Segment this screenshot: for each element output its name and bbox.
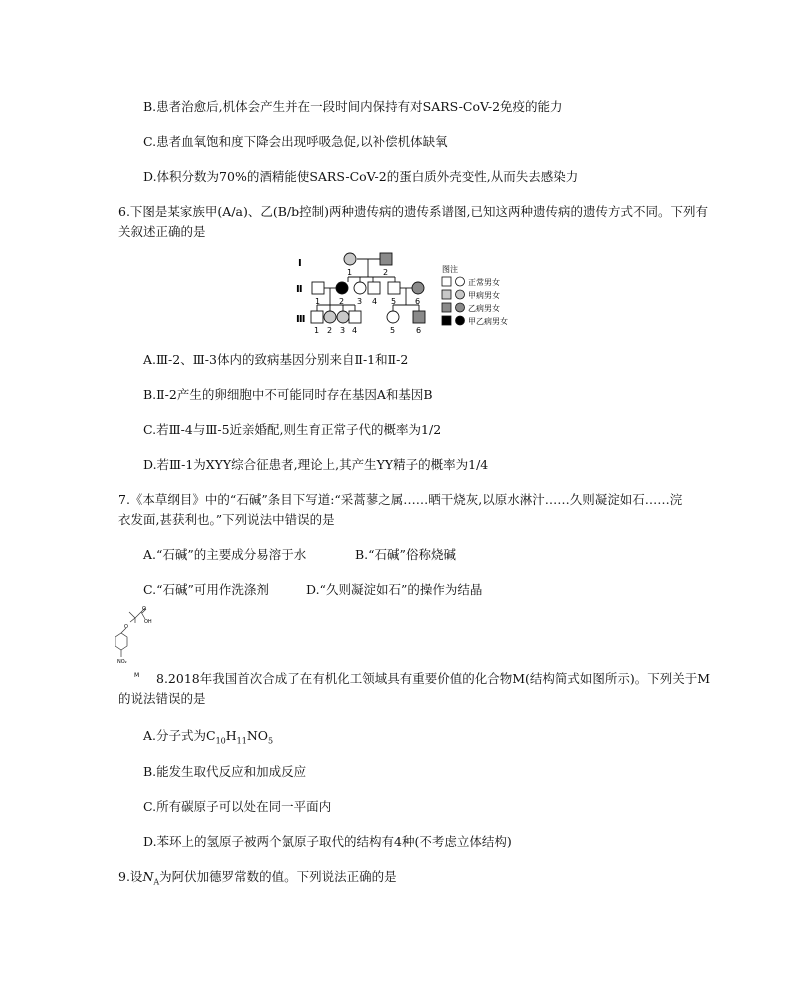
- svg-text:2: 2: [383, 268, 389, 277]
- q6-option-a: A.Ⅲ-2、Ⅲ-3体内的致病基因分别来自Ⅱ-1和Ⅱ-2: [143, 352, 409, 367]
- svg-text:3: 3: [357, 297, 363, 306]
- svg-text:1: 1: [314, 326, 320, 335]
- compound-m-structure: [115, 606, 161, 686]
- q8-option-c: C.所有碳原子可以处在同一平面内: [143, 799, 332, 814]
- q7-option-a: A.“石碱”的主要成分易溶于水: [143, 547, 307, 562]
- q6-stem-line2: 关叙述正确的是: [118, 224, 206, 239]
- legend-yi: [442, 303, 465, 312]
- q8-option-a: A.分子式为$C_{10}H_{11}NO_5$: [143, 728, 274, 746]
- svg-text:NO₂: NO₂: [117, 659, 127, 665]
- svg-text:O: O: [124, 624, 128, 630]
- svg-text:1: 1: [315, 297, 321, 306]
- legend-both: [442, 316, 465, 325]
- q6-option-d: D.若Ⅲ-1为XYY综合征患者,理论上,其产生YY精子的概率为1/4: [143, 457, 489, 472]
- pedigree-iii2-female: [324, 311, 336, 323]
- svg-text:5: 5: [391, 297, 397, 306]
- q5-option-c: C.患者血氧饱和度下降会出现呼吸急促,以补偿机体缺氧: [143, 134, 448, 149]
- svg-text:2: 2: [339, 297, 345, 306]
- svg-text:甲乙病男女: 甲乙病男女: [468, 317, 508, 326]
- legend-normal: [442, 277, 465, 286]
- q7-option-b: B.“石碱”俗称烧碱: [355, 547, 456, 562]
- svg-text:1: 1: [347, 268, 353, 277]
- q8-stem-line2: 的说法错误的是: [118, 691, 206, 706]
- q6-option-c: C.若Ⅲ-4与Ⅲ-5近亲婚配,则生育正常子代的概率为1/2: [143, 422, 442, 437]
- svg-text:正常男女: 正常男女: [468, 278, 500, 287]
- q6-option-b: B.Ⅱ-2产生的卵细胞中不可能同时存在基因A和基因B: [143, 387, 433, 402]
- svg-text:5: 5: [390, 326, 396, 335]
- svg-text:4: 4: [372, 297, 378, 306]
- pedigree-ii4-male: [368, 282, 380, 294]
- svg-text:6: 6: [416, 326, 422, 335]
- pedigree-iii5-female: [387, 311, 399, 323]
- svg-text:乙病男女: 乙病男女: [468, 304, 500, 313]
- svg-text:6: 6: [415, 297, 421, 306]
- gen-label-2: Ⅱ: [296, 284, 303, 295]
- q8-option-b: B.能发生取代反应和加成反应: [143, 764, 307, 779]
- svg-text:2: 2: [327, 326, 333, 335]
- q7-stem-line1: 7.《本草纲目》中的“石碱”条目下写道:“采蒿蓼之属……晒干烧灰,以原水淋汁……久则凝淀如石……浣: [118, 492, 683, 507]
- svg-text:4: 4: [352, 326, 358, 335]
- pedigree-ii6-female: [412, 282, 424, 294]
- svg-text:OH: OH: [144, 619, 152, 625]
- pedigree-ii3-female: [354, 282, 366, 294]
- pedigree-iii6-male: [413, 311, 425, 323]
- q7-option-c: C.“石碱”可用作洗涤剂: [143, 582, 269, 597]
- pedigree-ii5-male: [388, 282, 400, 294]
- q8-stem-line1: 8.2018年我国首次合成了在有机化工领域具有重要价值的化合物M(结构简式如图所示)。下列关于M: [156, 671, 711, 686]
- pedigree-iii3-female: [337, 311, 349, 323]
- q7-stem-line2: 衣发面,甚获利也。”下列说法中错误的是: [118, 512, 335, 527]
- pedigree-i1-female: [344, 253, 356, 265]
- svg-text:O: O: [142, 606, 146, 612]
- svg-text:3: 3: [340, 326, 346, 335]
- q9-stem: 9.设$N_A$为阿伏加德罗常数的值。下列说法正确的是: [118, 869, 397, 887]
- pedigree-iii4-male: [349, 311, 361, 323]
- pedigree-ii1-male: [312, 282, 324, 294]
- gen-label-1: Ⅰ: [298, 258, 302, 269]
- q5-option-d: D.体积分数为70%的酒精能使SARS-CoV-2的蛋白质外壳变性,从而失去感染力: [143, 169, 579, 184]
- pedigree-iii1-male: [311, 311, 323, 323]
- q6-stem-line1: 6.下图是某家族甲(A/a)、乙(B/b控制)两种遗传病的遗传系谱图,已知这两种遗传病的遗传方式不同。下列有: [118, 204, 708, 219]
- q8-option-d: D.苯环上的氢原子被两个氯原子取代的结构有4种(不考虑立体结构): [143, 834, 512, 849]
- pedigree-ii2-female: [336, 282, 348, 294]
- svg-text:甲病男女: 甲病男女: [468, 291, 500, 300]
- q7-option-d: D.“久则凝淀如石”的操作为结晶: [306, 582, 483, 597]
- legend-title: 图注: [442, 265, 458, 274]
- pedigree-i2-male: [380, 253, 392, 265]
- legend-jia: [442, 290, 465, 299]
- gen-label-3: Ⅲ: [296, 314, 306, 325]
- q5-option-b: B.患者治愈后,机体会产生并在一段时间内保持有对SARS-CoV-2免疫的能力: [143, 99, 563, 114]
- pedigree-chart: [290, 246, 540, 336]
- svg-text:M: M: [134, 672, 140, 679]
